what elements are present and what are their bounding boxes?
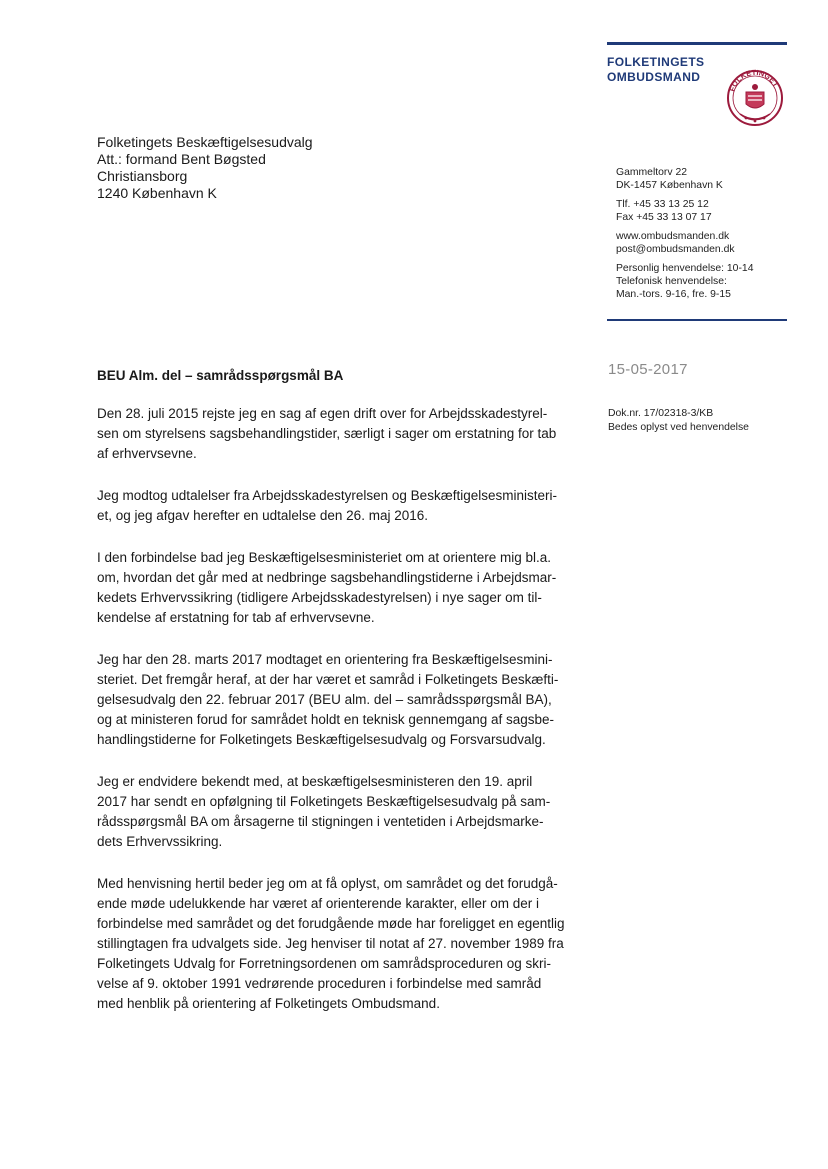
body-line: rådsspørgsmål BA om årsagerne til stigningen i ventetiden i Arbejdsmarke- [97,814,544,829]
body-line: Med henvisning hertil beder jeg om at få oplyst, om samrådet og det forudgå- [97,876,558,891]
body-line: Den 28. juli 2015 rejste jeg en sag af egen drift over for Arbejdsskadestyrel- [97,406,548,421]
body-paragraph [97,650,581,750]
body-line: gelsesudvalg den 22. februar 2017 (BEU alm. del – samrådsspørgsmål BA), [97,692,552,707]
letter-subject: BEU Alm. del – samrådsspørgsmål BA [97,368,344,383]
reference-line: Bedes oplyst ved henvendelse [608,422,749,433]
body-line: stillingtagen fra udvalgets side. Jeg henviser til notat af 27. november 1989 fra [97,936,564,951]
body-line: og at ministeren forud for samrådet holdt en teknisk gennemgang af sagsbe- [97,712,555,727]
body-line: velse af 9. oktober 1991 vedrørende proceduren i forbindelse med samråd [97,976,542,991]
body-line: kendelse af erstatning for tab af erhvervsevne. [97,610,375,625]
body-line: sen om styrelsens sagsbehandlingstider, særligt i sager om erstatning for tab [97,426,557,441]
body-line: ende møde udelukkende har været af orienterende karakter, eller om der i [97,896,539,911]
body-paragraph [97,404,581,464]
body-paragraph [97,772,581,852]
body-line: med henblik på orientering af Folketingets Ombudsmand. [97,996,440,1011]
body-line: kedets Erhvervssikring (tidligere Arbejdsskadestyrelsen) i nye sager om til- [97,590,542,605]
website-link[interactable]: www.ombudsmanden.dk [616,231,730,242]
contact-line: Man.-tors. 9-16, fre. 9-15 [616,289,731,300]
body-line: steriet. Det fremgår heraf, at der har været et samråd i Folketingets Beskæfti- [97,672,559,687]
body-line: Jeg modtog udtalelser fra Arbejdsskadestyrelsen og Beskæftigelsesministeri- [97,488,557,503]
body-line: Folketingets Udvalg for Forretningsordenen om samrådsproceduren og skri- [97,956,551,971]
contact-address [616,166,786,192]
addressee-line: Christiansborg [97,168,188,184]
organization-name [607,55,737,85]
body-paragraph [97,486,581,526]
letterhead-top-rule [607,42,787,45]
addressee-line: Folketingets Beskæftigelsesudvalg [97,134,313,150]
addressee-line: 1240 København K [97,185,217,201]
body-line: af erhvervsevne. [97,446,197,461]
contact-hours [616,262,786,301]
body-paragraph [97,874,581,1014]
contact-line: Fax +45 33 13 07 17 [616,212,712,223]
contact-block [616,166,786,307]
body-line: I den forbindelse bad jeg Beskæftigelsesministeriet om at orientere mig bl.a. [97,550,551,565]
body-line: om, hvordan det går med at nedbringe sagsbehandlingstiderne i Arbejdsmar- [97,570,557,585]
contact-line: Gammeltorv 22 [616,167,688,178]
addressee-block [97,134,313,202]
svg-text:FOLKETINGET: FOLKETINGET [727,67,781,93]
email-link[interactable]: post@ombudsmanden.dk [616,244,735,255]
letter-body [97,404,581,1036]
seal-logo-icon [726,66,784,130]
body-line: forbindelse med samrådet og det forudgående møde har foreligget en egentlig [97,916,565,931]
contact-line: Personlig henvendelse: 10-14 [616,263,754,274]
contact-line: DK-1457 København K [616,180,723,191]
body-line: handlingstiderne for Folketingets Beskæftigelsesudvalg og Forsvarsudvalg. [97,732,546,747]
body-line: Jeg har den 28. marts 2017 modtaget en orientering fra Beskæftigelsesmini- [97,652,553,667]
body-line: et, og jeg afgav herefter en udtalelse den 26. maj 2016. [97,508,428,523]
body-line: Jeg er endvidere bekendt med, at beskæftigelsesministeren den 19. april [97,774,533,789]
reference-line: Dok.nr. 17/02318-3/KB [608,408,714,419]
addressee-line: Att.: formand Bent Bøgsted [97,151,266,167]
body-paragraph [97,548,581,628]
contact-web [616,230,786,256]
contact-line: Tlf. +45 33 13 25 12 [616,199,709,210]
contact-phone [616,198,786,224]
contact-line: Telefonisk henvendelse: [616,276,727,287]
organization-name-line-2: OMBUDSMAND [607,70,701,84]
letter-date: 15-05-2017 [608,361,688,378]
letterhead-bottom-rule [607,319,787,321]
organization-name-line-1: FOLKETINGETS [607,55,705,69]
body-line: 2017 har sendt en opfølgning til Folketingets Beskæftigelsesudvalg på sam- [97,794,551,809]
body-line: dets Erhvervssikring. [97,834,223,849]
document-reference [608,407,749,435]
